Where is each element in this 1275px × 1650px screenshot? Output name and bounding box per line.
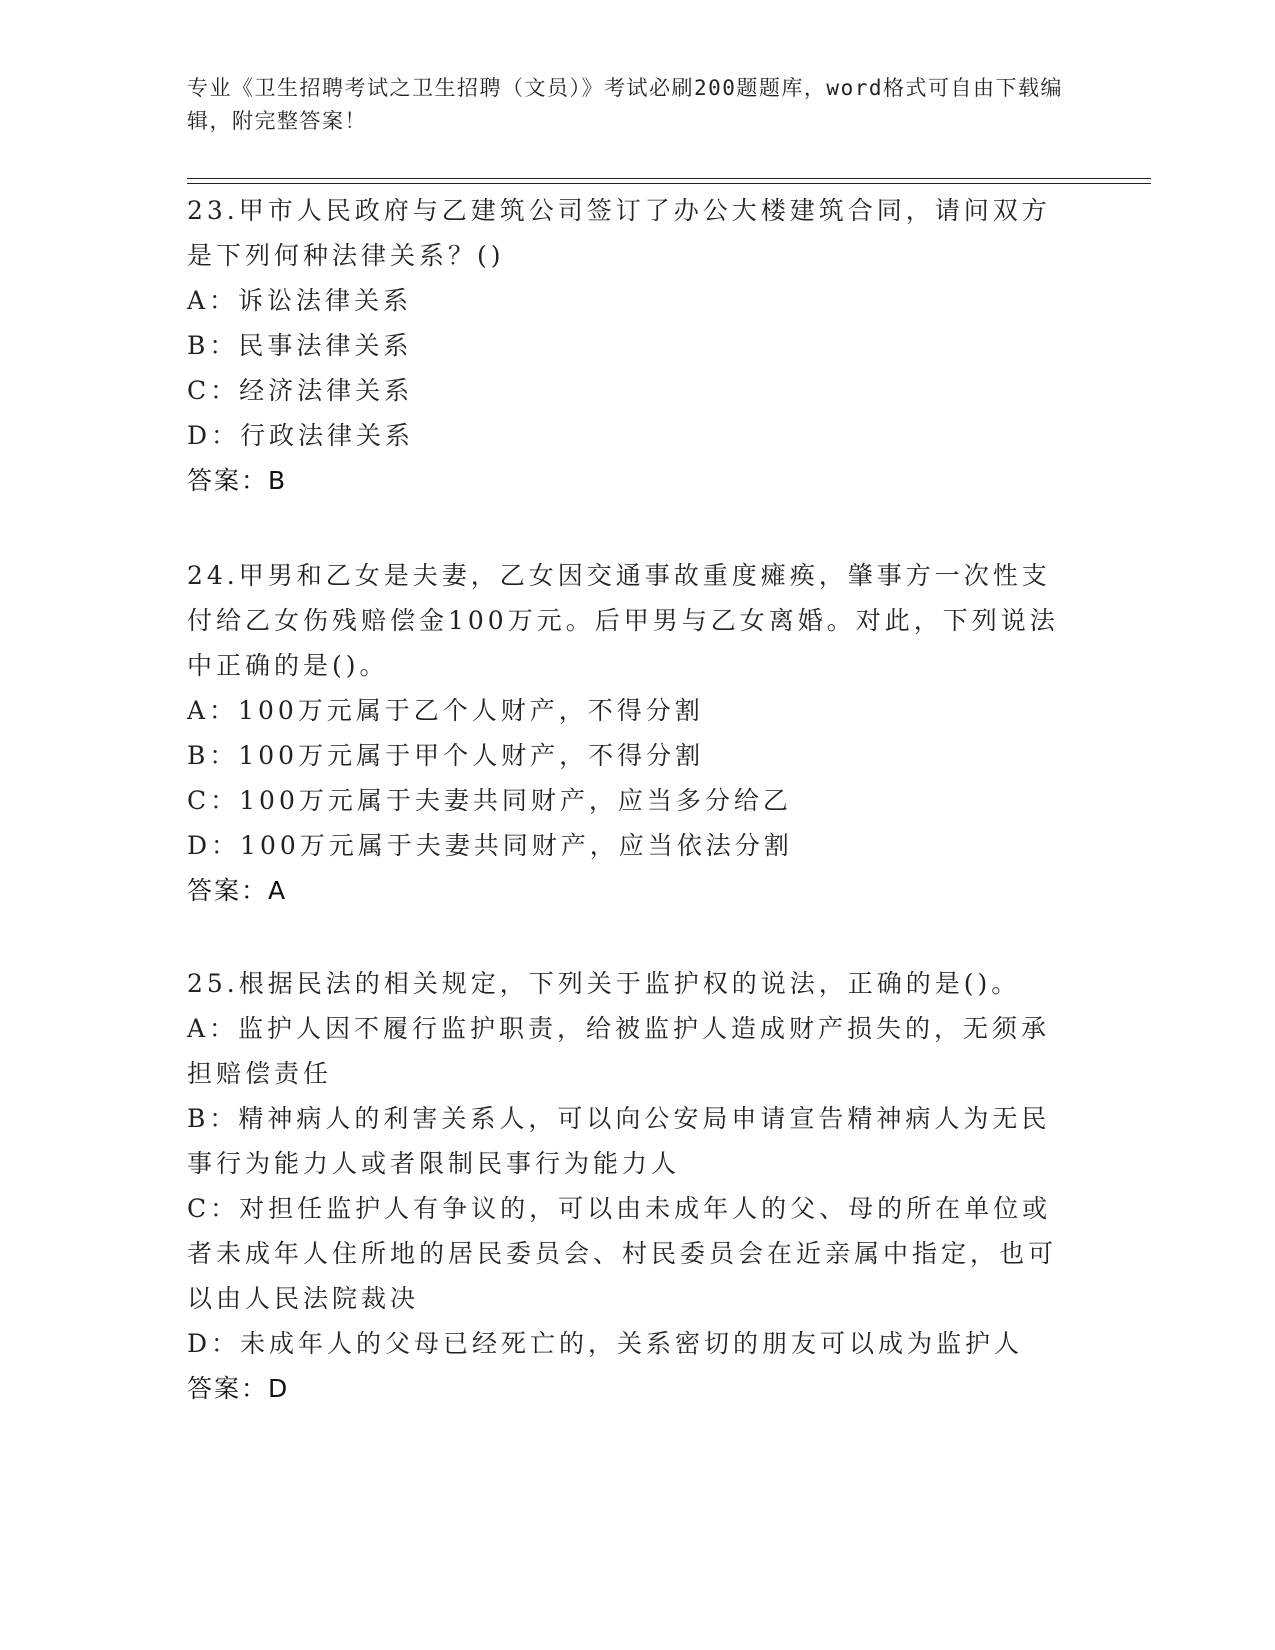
question-24 [187,553,1067,913]
answer: 答案：B [187,466,288,495]
question-25 [187,961,1067,1411]
question-stem: 24.甲男和乙女是夫妻，乙女因交通事故重度瘫痪，肇事方一次性支付给乙女伤残赔偿金100万元。后甲男与乙女离婚。对此，下列说法中正确的是()。 [187,561,1059,680]
option-a: A：监护人因不履行监护职责，给被监护人造成财产损失的，无须承担赔偿责任 [187,1014,1051,1088]
question-23 [187,188,1067,503]
header-rule-bottom [187,183,1151,184]
header-rule-top [187,178,1151,179]
document-header: 专业《卫生招聘考试之卫生招聘（文员）》考试必刷200题题库，word格式可自由下载编辑，附完整答案！ [187,76,1063,133]
option-c: C：100万元属于夫妻共同财产，应当多分给乙 [187,786,792,815]
option-b: B：100万元属于甲个人财产，不得分割 [187,741,705,770]
option-d: D：未成年人的父母已经死亡的，关系密切的朋友可以成为监护人 [187,1329,1024,1358]
option-d: D：行政法律关系 [187,421,415,450]
question-stem: 25.根据民法的相关规定，下列关于监护权的说法，正确的是()。 [187,969,1021,998]
option-b: B：民事法律关系 [187,331,413,360]
option-c: C：经济法律关系 [187,376,414,405]
answer: 答案：A [187,876,288,905]
answer: 答案：D [187,1374,290,1403]
option-c: C：对担任监护人有争议的，可以由未成年人的父、母的所在单位或者未成年人住所地的居民委员会、村民委员会在近亲属中指定，也可以由人民法院裁决 [187,1194,1058,1313]
option-d: D：100万元属于夫妻共同财产，应当依法分割 [187,831,793,860]
option-a: A：诉讼法律关系 [187,286,413,315]
question-stem: 23.甲市人民政府与乙建筑公司签订了办公大楼建筑合同，请问双方是下列何种法律关系？() [187,196,1051,270]
option-b: B：精神病人的利害关系人，可以向公安局申请宣告精神病人为无民事行为能力人或者限制民事行为能力人 [187,1104,1051,1178]
option-a: A：100万元属于乙个人财产，不得分割 [187,696,704,725]
